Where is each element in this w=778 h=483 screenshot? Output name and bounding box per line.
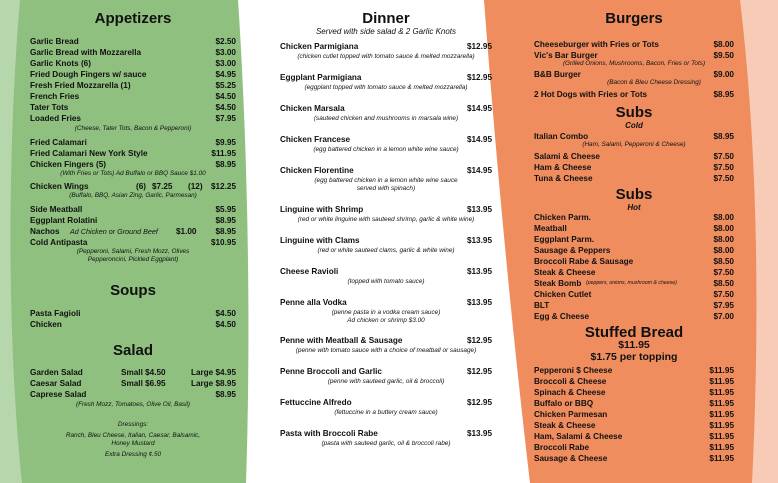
menu-item-steak-bomb: [534, 278, 734, 289]
item-name: Penne with Meatball & Sausage: [280, 336, 403, 345]
item-price: Large $4.95: [190, 368, 236, 377]
item-price: $8.00: [713, 224, 734, 233]
menu-item: [534, 442, 734, 453]
item-note: (penne with tomato sauce with a choice of meatball or sausage): [295, 347, 477, 354]
item-name: Ham, Salami & Cheese: [534, 432, 623, 441]
item-name: French Fries: [30, 92, 80, 101]
item-price: $9.00: [713, 70, 734, 79]
item-price: $11.95: [709, 432, 734, 441]
item-price: $10.95: [210, 238, 236, 247]
menu-item-nachos: [30, 226, 236, 237]
menu-item: [534, 256, 734, 267]
item-name: Tater Tots: [30, 103, 69, 112]
item-note: (chicken cutlet topped with tomato sauce & melted mozzarella): [297, 53, 475, 60]
item-price: $8.95: [215, 390, 236, 399]
menu-item: [534, 245, 734, 256]
item-price: $5.25: [215, 81, 236, 90]
item-price: $7.95: [713, 301, 734, 310]
menu-item: [534, 89, 734, 100]
dinner-title: Dinner: [362, 10, 410, 27]
subs-cold-title: Subs: [615, 104, 653, 121]
item-name: Steak & Cheese: [534, 421, 596, 430]
item-name: Chicken Cutlet: [534, 290, 592, 299]
item-price: $4.95: [215, 70, 236, 79]
item-name: Chicken Wings: [30, 182, 89, 191]
item-detail: Ad Chicken or Ground Beef: [70, 227, 158, 236]
item-name: Fried Calamari: [30, 138, 87, 147]
item-name: Chicken Parmesan: [534, 410, 608, 419]
menu-item: [280, 204, 492, 215]
item-name: Chicken Parmigiana: [280, 42, 359, 51]
menu-item: [534, 289, 734, 300]
item-price: $11.95: [709, 410, 734, 419]
item-note: (Grilled Onions, Mushrooms, Bacon, Fries or Tots): [562, 60, 706, 67]
item-note: (eggplant topped with tomato sauce & melted mozzarella): [304, 84, 468, 91]
item-price: $4.50: [215, 92, 236, 101]
menu-item: [30, 319, 236, 330]
item-name: Loaded Fries: [30, 114, 81, 123]
menu-item: [280, 335, 492, 346]
menu-item: [30, 215, 236, 226]
menu-item: [534, 398, 734, 409]
item-price: $12.95: [466, 336, 492, 345]
item-price: $11.95: [709, 377, 734, 386]
item-name: Garlic Knots (6): [30, 59, 91, 68]
item-name: Linguine with Shrimp: [280, 205, 364, 214]
item-price: $4.50: [215, 103, 236, 112]
menu-item: [30, 91, 236, 102]
subs-hot-subtitle: Hot: [627, 203, 641, 212]
item-name: Buffalo or BBQ: [534, 399, 594, 408]
item-detail: (12): [188, 182, 203, 191]
item-price: Large $8.95: [190, 379, 236, 388]
menu-item: [534, 162, 734, 173]
appetizers-title: Appetizers: [94, 10, 172, 27]
extra-dressing: Extra Dressing ¢.50: [104, 451, 162, 458]
item-name: Caprese Salad: [30, 390, 87, 399]
item-price: $12.95: [466, 398, 492, 407]
item-name: Linguine with Clams: [280, 236, 360, 245]
item-detail: (peppers, onions, mushroom & cheese): [586, 280, 677, 286]
item-detail: $7.25: [152, 182, 173, 191]
item-price: $8.00: [713, 40, 734, 49]
item-price: $7.95: [215, 114, 236, 123]
item-note: served with spinach): [356, 185, 416, 192]
item-name: Chicken Francese: [280, 135, 351, 144]
item-price: $13.95: [466, 429, 492, 438]
item-price: $13.95: [466, 236, 492, 245]
menu-item: [280, 134, 492, 145]
item-detail: Small $6.95: [121, 379, 166, 388]
item-note: (topped with tomato sauce): [347, 278, 425, 285]
item-price: $11.95: [211, 149, 236, 158]
menu-item: [30, 308, 236, 319]
item-note: (Buffalo, BBQ, Asian Zing, Garlic, Parmesan): [69, 192, 197, 199]
item-price: $3.00: [215, 48, 236, 57]
menu-item: [30, 113, 236, 124]
item-name: 2 Hot Dogs with Fries or Tots: [534, 90, 648, 99]
menu-item: [534, 151, 734, 162]
item-note: (fettuccine in a buttery cream sauce): [334, 409, 438, 416]
item-name: Pasta with Broccoli Rabe: [280, 429, 378, 438]
item-name: Sausage & Cheese: [534, 454, 608, 463]
menu-item: [534, 387, 734, 398]
item-name: Penne alla Vodka: [280, 298, 347, 307]
item-note: (red or white linguine with sauteed shrimp, garlic & white wine): [297, 216, 475, 223]
item-name: Fried Dough Fingers w/ sauce: [30, 70, 147, 79]
item-note: (sauteed chicken and mushrooms in marsala wine): [313, 115, 459, 122]
item-price: $14.95: [466, 135, 492, 144]
menu-item: [280, 41, 492, 52]
menu-item: [534, 212, 734, 223]
menu-item: [30, 58, 236, 69]
item-name: B&B Burger: [534, 70, 581, 79]
item-name: BLT: [534, 301, 550, 310]
item-name: Broccoli Rabe & Sausage: [534, 257, 634, 266]
menu-item: [280, 428, 492, 439]
item-name: Steak & Cheese: [534, 268, 596, 277]
item-price: $13.95: [466, 205, 492, 214]
menu-item: [534, 223, 734, 234]
item-detail: (6): [136, 182, 147, 191]
item-price: $4.50: [215, 309, 236, 318]
item-note: (Fresh Mozz, Tomatoes, Olive Oil, Basil): [75, 401, 191, 408]
item-price: $8.95: [215, 227, 236, 236]
item-name: Steak Bomb: [534, 279, 582, 288]
dinner-subtitle: Served with side salad & 2 Garlic Knots: [315, 27, 457, 36]
item-note: (egg battered chicken in a lemon white wine sauce: [314, 177, 458, 184]
item-note: (Bacon & Bleu Cheese Dressing): [607, 79, 701, 86]
item-price: $11.95: [709, 421, 734, 430]
item-price: $9.95: [215, 138, 236, 147]
menu-item: [534, 431, 734, 442]
item-price: $12.95: [466, 42, 492, 51]
menu-item: [30, 204, 236, 215]
item-note: (penne with sauteed garlic, oil & broccoli): [327, 378, 445, 385]
stuffed-bread-topping: $1.75 per topping: [590, 351, 678, 363]
item-price: $7.50: [713, 152, 734, 161]
item-price: $13.95: [466, 298, 492, 307]
dressings-list: Honey Mustard: [111, 440, 155, 447]
item-price: $7.00: [713, 312, 734, 321]
item-name: Broccoli & Cheese: [534, 377, 607, 386]
item-price: $12.95: [466, 73, 492, 82]
item-price: $8.00: [713, 235, 734, 244]
stuffed-bread-price: $11.95: [618, 339, 650, 351]
item-price: $8.50: [713, 279, 734, 288]
menu-item: [30, 148, 236, 159]
item-price: $2.50: [215, 37, 236, 46]
menu-item: [534, 234, 734, 245]
menu-item: [30, 237, 236, 248]
item-name: Side Meatball: [30, 205, 83, 214]
menu-item: [534, 173, 734, 184]
menu-item: [30, 159, 236, 170]
item-name: Fresh Fried Mozzarella (1): [30, 81, 131, 90]
menu-item: [30, 389, 236, 400]
menu-item: [30, 36, 236, 47]
subs-hot-title: Subs: [615, 186, 653, 203]
item-name: Egg & Cheese: [534, 312, 590, 321]
item-detail: $1.00: [176, 227, 197, 236]
dressings-title: Dressings:: [117, 421, 149, 428]
item-name: Cheese Ravioli: [280, 267, 339, 276]
item-price: $11.95: [709, 399, 734, 408]
item-name: Ham & Cheese: [534, 163, 592, 172]
item-price: $12.25: [210, 182, 236, 191]
item-price: $8.00: [713, 246, 734, 255]
item-note: Pepperoncini, Pickled Eggplant): [87, 256, 179, 263]
salad-title: Salad: [112, 342, 154, 359]
menu-item: [534, 409, 734, 420]
item-price: $14.95: [466, 104, 492, 113]
soups-title: Soups: [110, 282, 156, 299]
item-price: $8.00: [713, 213, 734, 222]
menu-item: [534, 39, 734, 50]
item-price: $7.50: [713, 290, 734, 299]
item-price: $5.95: [215, 205, 236, 214]
item-name: Pepperoni $ Cheese: [534, 366, 613, 375]
menu-item: [30, 102, 236, 113]
menu-item: [534, 365, 734, 376]
item-name: Penne Broccoli and Garlic: [280, 367, 382, 376]
item-note: (egg battered chicken in a lemon white wine sauce): [313, 146, 459, 153]
item-price: $8.50: [713, 257, 734, 266]
menu-item: [30, 137, 236, 148]
item-detail: Small $4.50: [121, 368, 166, 377]
item-price: $11.95: [709, 443, 734, 452]
item-price: $8.95: [713, 132, 734, 141]
stuffed-bread-title: Stuffed Bread: [584, 324, 684, 341]
menu-item: [280, 72, 492, 83]
menu-item: [30, 367, 236, 378]
item-price: $14.95: [466, 166, 492, 175]
item-price: $8.95: [713, 90, 734, 99]
item-name: Nachos: [30, 227, 60, 236]
item-name: Chicken Parm.: [534, 213, 591, 222]
item-name: Eggplant Parm.: [534, 235, 595, 244]
item-note: (penne pasta in a vodka cream sauce): [331, 309, 441, 316]
item-name: Vic's Bar Burger: [534, 51, 598, 60]
item-name: Caesar Salad: [30, 379, 82, 388]
item-price: $8.95: [215, 216, 236, 225]
menu-item: [30, 378, 236, 389]
item-price: $11.95: [709, 454, 734, 463]
item-name: Garlic Bread: [30, 37, 79, 46]
menu-item: [280, 165, 492, 176]
item-name: Cheeseburger with Fries or Tots: [534, 40, 659, 49]
menu-item: [534, 300, 734, 311]
menu-item: [534, 420, 734, 431]
item-note: (pasta with sauteed garlic, oil & broccoli rabe): [321, 440, 451, 447]
item-note: (red or white sauteed clams, garlic & white wine): [317, 247, 455, 254]
item-price: $7.50: [713, 163, 734, 172]
menu-item: [280, 103, 492, 114]
item-name: Fettuccine Alfredo: [280, 398, 352, 407]
item-name: Broccoli Rabe: [534, 443, 590, 452]
menu-item: [280, 266, 492, 277]
menu-item: [534, 311, 734, 322]
item-name: Garden Salad: [30, 368, 83, 377]
item-price: $7.50: [713, 268, 734, 277]
item-price: $11.95: [709, 366, 734, 375]
item-price: $12.95: [466, 367, 492, 376]
item-note: (Cheese, Tater Tots, Bacon & Pepperoni): [74, 125, 192, 132]
menu-item: [280, 297, 492, 308]
item-name: Chicken Florentine: [280, 166, 354, 175]
item-name: Chicken Marsala: [280, 104, 345, 113]
menu-item: [280, 366, 492, 377]
menu-item: [534, 267, 734, 278]
item-note: (Pepperoni, Salami, Fresh Mozz, Olives: [76, 248, 190, 255]
item-name: Salami & Cheese: [534, 152, 600, 161]
subs-cold-subtitle: Cold: [625, 121, 643, 130]
item-name: Chicken: [30, 320, 62, 329]
menu-item: [30, 47, 236, 58]
dressings-list: Ranch, Bleu Cheese, Italian, Caesar, Balsamic,: [65, 432, 201, 439]
item-price: $3.00: [215, 59, 236, 68]
menu-item: [280, 235, 492, 246]
menu-item: [534, 376, 734, 387]
item-name: Cold Antipasta: [30, 238, 88, 247]
item-price: $9.50: [713, 51, 734, 60]
item-name: Sausage & Peppers: [534, 246, 611, 255]
item-name: Fried Calamari New York Style: [30, 149, 148, 158]
item-name: Tuna & Cheese: [534, 174, 593, 183]
item-note: (Ham, Salami, Pepperoni & Cheese): [582, 141, 686, 148]
menu-item: [30, 69, 236, 80]
item-name: Eggplant Parmigiana: [280, 73, 362, 82]
item-name: Chicken Fingers (5): [30, 160, 106, 169]
item-name: Meatball: [534, 224, 567, 233]
item-price: $4.50: [215, 320, 236, 329]
menu-item-wings: [30, 181, 236, 192]
item-price: $7.50: [713, 174, 734, 183]
item-price: $8.95: [215, 160, 236, 169]
item-name: Pasta Fagioli: [30, 309, 81, 318]
burgers-title: Burgers: [605, 10, 663, 27]
item-note: Ad chicken or shrimp $3.00: [347, 317, 425, 324]
item-name: Italian Combo: [534, 132, 589, 141]
menu-item: [280, 397, 492, 408]
item-name: Garlic Bread with Mozzarella: [30, 48, 142, 57]
menu-item: [30, 80, 236, 91]
item-name: Eggplant Rolatini: [30, 216, 98, 225]
item-note: (With Fries or Tots) Ad Buffalo or BBQ Sauce $1.00: [60, 170, 206, 177]
item-price: $13.95: [466, 267, 492, 276]
item-price: $11.95: [709, 388, 734, 397]
menu-item: [534, 453, 734, 464]
item-name: Spinach & Cheese: [534, 388, 606, 397]
